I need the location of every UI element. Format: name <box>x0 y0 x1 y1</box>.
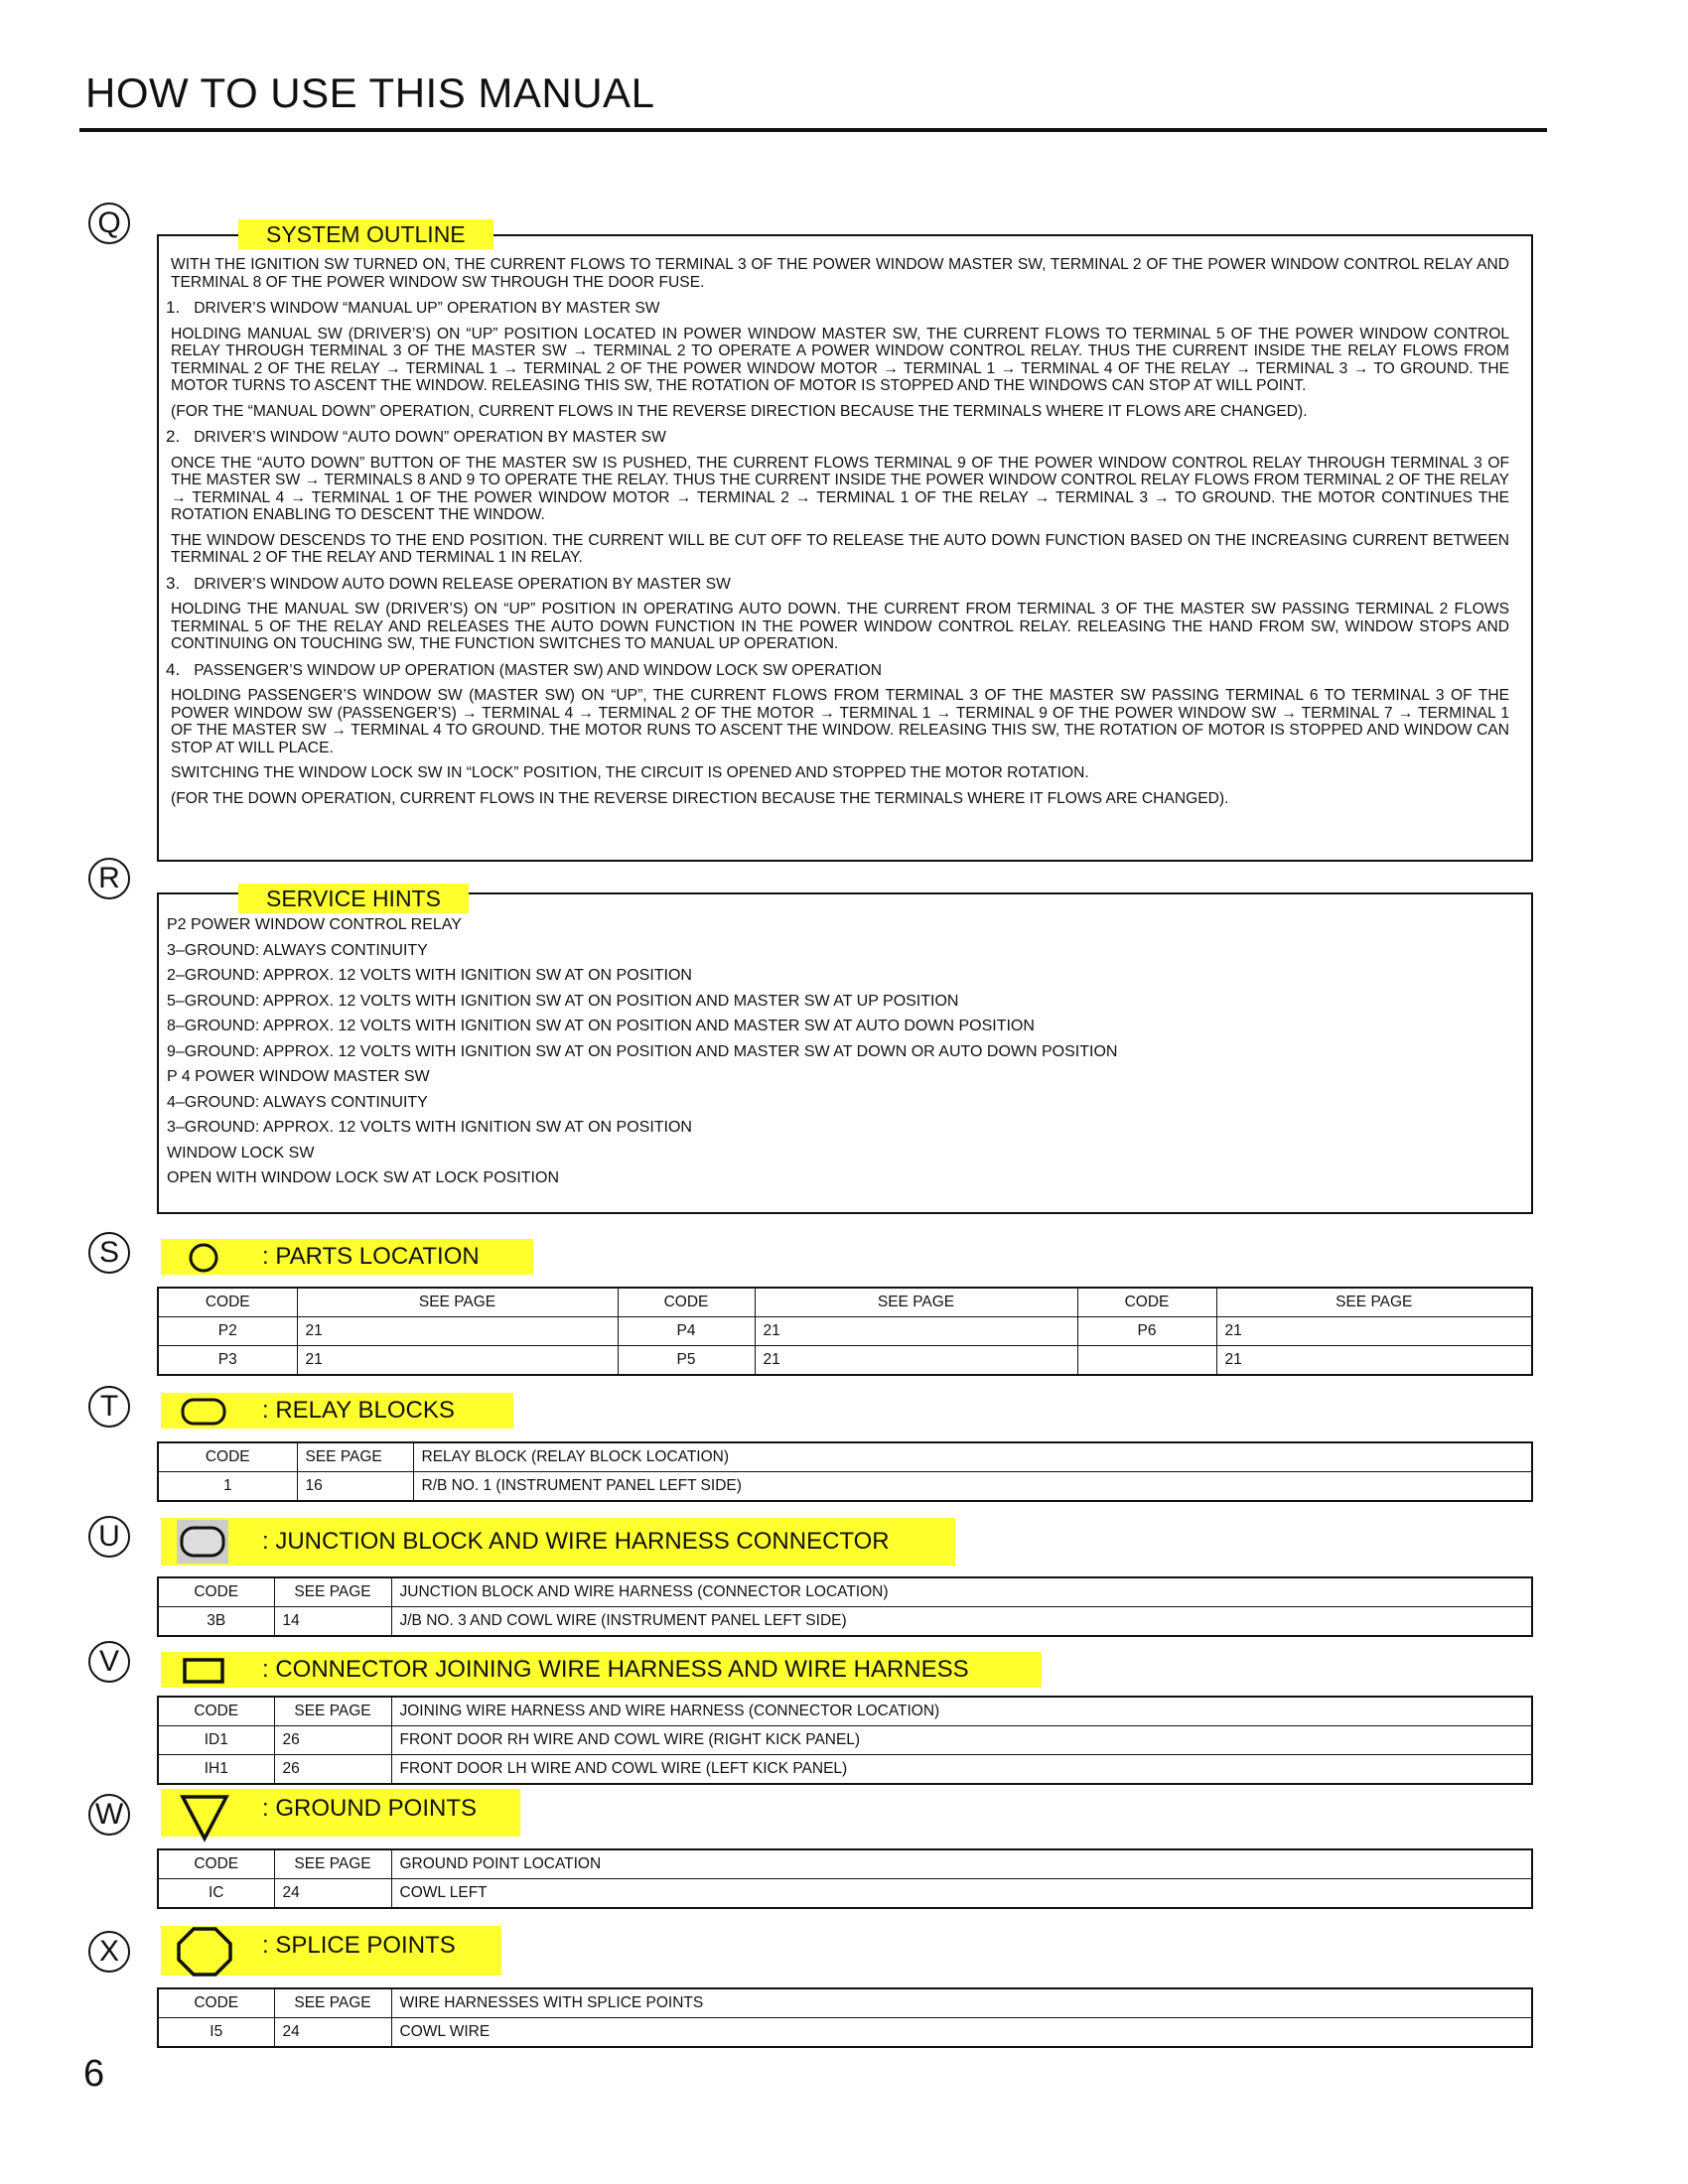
hint-line: 5–GROUND: APPROX. 12 VOLTS WITH IGNITION SW AT ON POSITION AND MASTER SW AT UP POSITION <box>167 992 959 1010</box>
table-header-row <box>158 1288 1532 1317</box>
hint-line: P2 POWER WINDOW CONTROL RELAY <box>167 916 462 933</box>
code-cell: P4 <box>618 1317 755 1346</box>
header-cell: SEE PAGE <box>274 1697 391 1726</box>
outline-paragraph: HOLDING MANUAL SW (DRIVER’S) ON “UP” POSITION LOCATED IN POWER WINDOW MASTER SW, THE CURRENT FLOWS TO TERMINAL 5 OF THE POWER WINDOW CONTROL RELAY THROUGH TERMINAL 3 OF THE MASTER SW → TERMINAL 2 TO OPERATE A POWER WINDOW CONTROL RELAY. THUS THE CURRENT INSIDE THE RELAY FLOWS FROM TERMINAL 2 OF THE RELAY → TERMINAL 1 → TERMINAL 2 OF THE POWER WINDOW MOTOR → TERMINAL 1 → TERMINAL 4 OF THE RELAY → TERMINAL 3 → TO GROUND. THE MOTOR TURNS TO ASCENT THE WINDOW. RELEASING THIS SW, THE ROTATION OF MOTOR IS STOPPED AND THE WINDOWS CAN STOP AT WILL POINT. <box>171 325 1509 394</box>
table-row <box>158 1607 1532 1637</box>
outline-paragraph: THE WINDOW DESCENDS TO THE END POSITION. THE CURRENT WILL BE CUT OFF TO RELEASE THE AUTO DOWN FUNCTION BASED ON THE INCREASING CURRENT BETWEEN TERMINAL 2 OF THE RELAY AND TERMINAL 1 IN RELAY. <box>171 531 1509 566</box>
header-cell: GROUND POINT LOCATION <box>391 1849 1532 1879</box>
section-marker-q: Q <box>88 203 130 244</box>
step-number: 4. <box>166 659 181 679</box>
code-cell: P3 <box>158 1346 297 1376</box>
page-cell: 21 <box>297 1346 618 1376</box>
legend-label: : PARTS LOCATION <box>262 1243 480 1270</box>
outline-paragraph: (FOR THE DOWN OPERATION, CURRENT FLOWS IN THE REVERSE DIRECTION BECAUSE THE TERMINALS WHERE IT FLOWS ARE CHANGED). <box>171 789 1229 807</box>
table-row <box>158 1472 1532 1502</box>
legend-label: : JUNCTION BLOCK AND WIRE HARNESS CONNECTOR <box>262 1528 890 1555</box>
junction-block-legend <box>161 1518 955 1566</box>
table-header-row <box>158 1988 1532 2018</box>
outline-step-3-heading <box>166 575 1509 594</box>
splice-points-table <box>157 1987 1533 2048</box>
location-cell: FRONT DOOR LH WIRE AND COWL WIRE (LEFT KICK PANEL) <box>391 1755 1532 1785</box>
outline-step-2-heading <box>166 428 1509 447</box>
junction-block-table <box>157 1576 1533 1637</box>
code-cell: P6 <box>1077 1317 1216 1346</box>
junction-block-icon <box>177 1520 228 1564</box>
step-heading: PASSENGER’S WINDOW UP OPERATION (MASTER SW) AND WINDOW LOCK SW OPERATION <box>194 661 882 679</box>
section-marker-r: R <box>88 858 130 899</box>
relay-block-icon <box>179 1397 228 1427</box>
header-cell: CODE <box>158 1988 274 2018</box>
header-cell: CODE <box>618 1288 755 1317</box>
table-header-row <box>158 1697 1532 1726</box>
section-marker-t: T <box>88 1386 130 1428</box>
hint-line: OPEN WITH WINDOW LOCK SW AT LOCK POSITION <box>167 1169 559 1186</box>
page-cell: 21 <box>1216 1346 1532 1376</box>
page-title: HOW TO USE THIS MANUAL <box>85 69 655 116</box>
hint-line: 2–GROUND: APPROX. 12 VOLTS WITH IGNITION SW AT ON POSITION <box>167 967 692 984</box>
splice-points-legend <box>161 1926 501 1976</box>
outline-paragraph: HOLDING THE MANUAL SW (DRIVER’S) ON “UP” POSITION IN OPERATING AUTO DOWN. THE CURRENT FROM TERMINAL 3 OF THE MASTER SW PASSING TERMINAL 2 FLOWS TERMINAL 5 OF THE RELAY AND RELEASES THE AUTO DOWN FUNCTION IN THE POWER WINDOW CONTROL RELAY. RELEASING THE HAND FROM SW, WINDOW STOPS AND CONTINUING ON TOUCHING SW, THE FUNCTION SWITCHES TO MANUAL UP OPERATION. <box>171 601 1509 652</box>
parts-location-legend <box>161 1239 533 1275</box>
legend-label: : CONNECTOR JOINING WIRE HARNESS AND WIRE HARNESS <box>262 1656 969 1683</box>
header-cell: SEE PAGE <box>297 1442 413 1472</box>
system-outline-title: SYSTEM OUTLINE <box>238 219 493 249</box>
header-cell: SEE PAGE <box>274 1577 391 1607</box>
step-number: 2. <box>166 427 181 446</box>
table-header-row <box>158 1442 1532 1472</box>
header-cell: CODE <box>158 1849 274 1879</box>
code-cell: 3B <box>158 1607 274 1637</box>
hint-line: 9–GROUND: APPROX. 12 VOLTS WITH IGNITION SW AT ON POSITION AND MASTER SW AT DOWN OR AUTO DOWN POSITION <box>167 1042 1118 1060</box>
legend-label: : GROUND POINTS <box>262 1795 478 1822</box>
header-cell: RELAY BLOCK (RELAY BLOCK LOCATION) <box>413 1442 1532 1472</box>
legend-label: : SPLICE POINTS <box>262 1932 456 1959</box>
header-cell: CODE <box>158 1577 274 1607</box>
page-cell: 21 <box>755 1317 1077 1346</box>
step-number: 3. <box>166 573 181 593</box>
outline-paragraph: (FOR THE “MANUAL DOWN” OPERATION, CURRENT FLOWS IN THE REVERSE DIRECTION BECAUSE THE TERMINALS WHERE IT FLOWS ARE CHANGED). <box>171 402 1308 420</box>
code-cell: P2 <box>158 1317 297 1346</box>
header-cell: CODE <box>158 1288 297 1317</box>
page-cell: 24 <box>274 2018 391 2048</box>
page-number: 6 <box>83 2053 105 2095</box>
code-cell: ID1 <box>158 1726 274 1755</box>
table-row <box>158 1346 1532 1376</box>
page-cell: 26 <box>274 1755 391 1785</box>
table-row <box>158 1755 1532 1785</box>
table-row <box>158 1726 1532 1755</box>
code-cell: 1 <box>158 1472 297 1502</box>
section-marker-v: V <box>88 1641 130 1683</box>
code-cell: I5 <box>158 2018 274 2048</box>
table-row <box>158 1879 1532 1909</box>
ground-points-legend <box>161 1789 520 1837</box>
hint-line: 3–GROUND: ALWAYS CONTINUITY <box>167 941 428 959</box>
header-cell: SEE PAGE <box>755 1288 1077 1317</box>
outline-step-1-heading <box>166 299 1509 318</box>
service-hints-list <box>167 912 1117 1191</box>
step-number: 1. <box>166 298 181 317</box>
page-cell: 26 <box>274 1726 391 1755</box>
step-heading: DRIVER’S WINDOW “MANUAL UP” OPERATION BY MASTER SW <box>194 300 660 317</box>
table-header-row <box>158 1849 1532 1879</box>
header-cell: CODE <box>1077 1288 1216 1317</box>
title-rule <box>79 128 1547 132</box>
location-cell: COWL LEFT <box>391 1879 1532 1909</box>
code-cell: P5 <box>618 1346 755 1376</box>
location-cell: COWL WIRE <box>391 2018 1532 2048</box>
step-heading: DRIVER’S WINDOW AUTO DOWN RELEASE OPERATION BY MASTER SW <box>194 575 731 593</box>
section-marker-u: U <box>88 1516 130 1558</box>
service-hints-title: SERVICE HINTS <box>238 884 469 913</box>
outline-step-4-heading <box>166 661 1509 680</box>
location-cell: FRONT DOOR RH WIRE AND COWL WIRE (RIGHT KICK PANEL) <box>391 1726 1532 1755</box>
code-cell <box>1077 1346 1216 1376</box>
hint-line: 8–GROUND: APPROX. 12 VOLTS WITH IGNITION SW AT ON POSITION AND MASTER SW AT AUTO DOWN POSITION <box>167 1018 1035 1034</box>
parts-location-circle-icon <box>187 1243 220 1273</box>
page-cell: 21 <box>1216 1317 1532 1346</box>
location-cell: J/B NO. 3 AND COWL WIRE (INSTRUMENT PANEL LEFT SIDE) <box>391 1607 1532 1637</box>
hint-line: 3–GROUND: APPROX. 12 VOLTS WITH IGNITION SW AT ON POSITION <box>167 1119 692 1136</box>
hint-line: 4–GROUND: ALWAYS CONTINUITY <box>167 1093 428 1111</box>
legend-label: : RELAY BLOCKS <box>262 1397 455 1424</box>
parts-location-table <box>157 1287 1533 1376</box>
header-cell: CODE <box>158 1442 297 1472</box>
page-cell: 21 <box>755 1346 1077 1376</box>
step-heading: DRIVER’S WINDOW “AUTO DOWN” OPERATION BY MASTER SW <box>194 429 666 446</box>
section-marker-x: X <box>88 1931 130 1973</box>
code-cell: IC <box>158 1879 274 1909</box>
header-cell: JUNCTION BLOCK AND WIRE HARNESS (CONNECTOR LOCATION) <box>391 1577 1532 1607</box>
connector-joining-legend <box>161 1652 1042 1688</box>
connector-joining-table <box>157 1696 1533 1785</box>
outline-paragraph: SWITCHING THE WINDOW LOCK SW IN “LOCK” POSITION, THE CIRCUIT IS OPENED AND STOPPED THE MOTOR ROTATION. <box>171 764 1089 781</box>
header-cell: SEE PAGE <box>274 1988 391 2018</box>
table-row <box>158 2018 1532 2048</box>
junction-block-icon-bg <box>177 1520 228 1564</box>
page-cell: 24 <box>274 1879 391 1909</box>
header-cell: SEE PAGE <box>297 1288 618 1317</box>
system-outline-content <box>166 256 1509 815</box>
page-cell: 21 <box>297 1317 618 1346</box>
header-cell: SEE PAGE <box>274 1849 391 1879</box>
hint-line: WINDOW LOCK SW <box>167 1144 315 1161</box>
header-cell: JOINING WIRE HARNESS AND WIRE HARNESS (CONNECTOR LOCATION) <box>391 1697 1532 1726</box>
relay-blocks-table <box>157 1441 1533 1502</box>
header-cell: SEE PAGE <box>1216 1288 1532 1317</box>
splice-point-octagon-icon <box>175 1926 234 1978</box>
section-marker-w: W <box>88 1794 130 1836</box>
ground-point-triangle-icon <box>179 1793 230 1843</box>
outline-paragraph: ONCE THE “AUTO DOWN” BUTTON OF THE MASTER SW IS PUSHED, THE CURRENT FLOWS TERMINAL 9 OF THE POWER WINDOW CONTROL RELAY THROUGH TERMINAL 3 OF THE MASTER SW → TERMINALS 8 AND 9 TO OPERATE THE RELAY. THUS THE CURRENT INSIDE THE POWER WINDOW CONTROL RELAY FLOWS FROM TERMINAL 2 OF THE RELAY → TERMINAL 4 → TERMINAL 1 OF THE POWER WINDOW MOTOR → TERMINAL 2 → TERMINAL 1 OF THE RELAY → TERMINAL 3 → TO GROUND. THE MOTOR CONTINUES THE ROTATION ENABLING TO DESCENT THE WINDOW. <box>171 454 1509 523</box>
hint-line: P 4 POWER WINDOW MASTER SW <box>167 1068 430 1085</box>
location-cell: R/B NO. 1 (INSTRUMENT PANEL LEFT SIDE) <box>413 1472 1532 1502</box>
header-cell: WIRE HARNESSES WITH SPLICE POINTS <box>391 1988 1532 2018</box>
connector-joining-icon <box>181 1656 226 1686</box>
outline-intro: WITH THE IGNITION SW TURNED ON, THE CURRENT FLOWS TO TERMINAL 3 OF THE POWER WINDOW MASTER SW, TERMINAL 2 OF THE POWER WINDOW CONTROL RELAY AND TERMINAL 8 OF THE POWER WINDOW SW THROUGH THE DOOR FUSE. <box>171 256 1509 291</box>
page-cell: 16 <box>297 1472 413 1502</box>
table-row <box>158 1317 1532 1346</box>
code-cell: IH1 <box>158 1755 274 1785</box>
page-cell: 14 <box>274 1607 391 1637</box>
table-header-row <box>158 1577 1532 1607</box>
relay-blocks-legend <box>161 1393 513 1429</box>
outline-paragraph: HOLDING PASSENGER’S WINDOW SW (MASTER SW) ON “UP”, THE CURRENT FLOWS FROM TERMINAL 3 OF THE MASTER SW PASSING TERMINAL 6 TO TERMINAL 3 OF THE POWER WINDOW SW (PASSENGER’S) → TERMINAL 4 → TERMINAL 2 OF THE MOTOR → TERMINAL 1 → TERMINAL 9 OF THE POWER WINDOW SW → TERMINAL 7 → TERMINAL 1 OF THE MASTER SW → TERMINAL 4 TO GROUND. THE MOTOR RUNS TO ASCENT THE WINDOW. RELEASING THIS SW, THE ROTATION OF MOTOR IS STOPPED AND WINDOW CAN STOP AT WILL PLACE. <box>171 687 1509 756</box>
ground-points-table <box>157 1848 1533 1909</box>
section-marker-s: S <box>88 1232 130 1274</box>
header-cell: CODE <box>158 1697 274 1726</box>
